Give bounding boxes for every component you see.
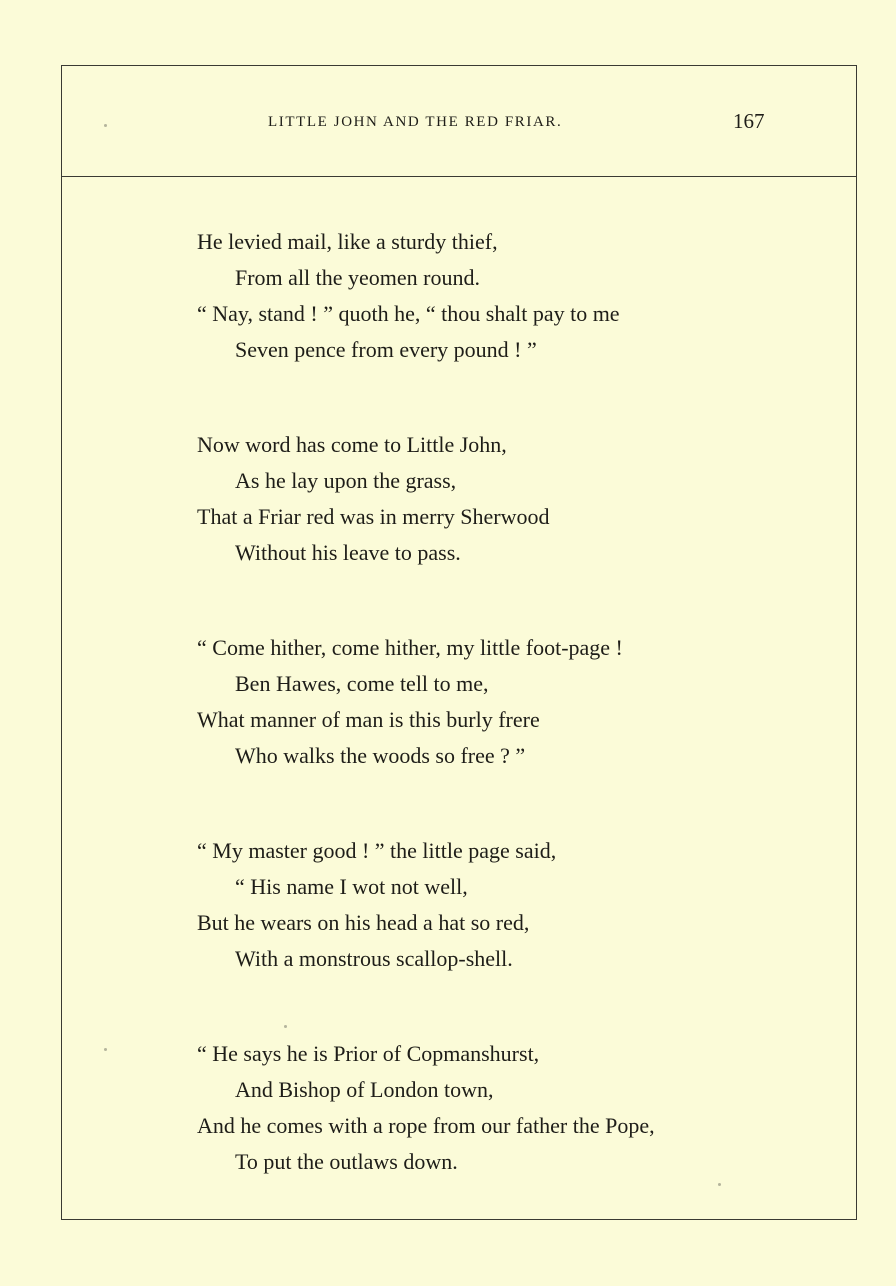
- verse-line: With a monstrous scallop-shell.: [235, 946, 513, 971]
- header-rule: [61, 176, 857, 177]
- verse-line: And Bishop of London town,: [235, 1077, 494, 1102]
- paper-speck: [718, 1183, 721, 1186]
- paper-speck: [104, 1048, 107, 1051]
- verse-line: Who walks the woods so free ? ”: [235, 743, 526, 768]
- verse-line: “ Nay, stand ! ” quoth he, “ thou shalt pay to me: [197, 301, 620, 326]
- verse-line: To put the outlaws down.: [235, 1149, 458, 1174]
- verse-line: As he lay upon the grass,: [235, 468, 457, 493]
- verse-line: “ Come hither, come hither, my little foot-page !: [197, 635, 623, 660]
- verse-line: Ben Hawes, come tell to me,: [235, 671, 489, 696]
- verse-line: And he comes with a rope from our father the Pope,: [197, 1113, 655, 1138]
- verse-line: Now word has come to Little John,: [197, 432, 507, 457]
- page-number: 167: [733, 109, 765, 133]
- stanza: [197, 1036, 817, 1180]
- paper-speck: [284, 1025, 287, 1028]
- verse-line: What manner of man is this burly frere: [197, 707, 540, 732]
- verse-line: But he wears on his head a hat so red,: [197, 910, 530, 935]
- stanza: [197, 833, 817, 977]
- paper-speck: [104, 124, 107, 127]
- verse-line: “ My master good ! ” the little page said,: [197, 838, 557, 863]
- stanza: [197, 427, 817, 571]
- verse-line: Without his leave to pass.: [235, 540, 461, 565]
- poem-body: [197, 224, 817, 1180]
- verse-line: “ He says he is Prior of Copmanshurst,: [197, 1041, 540, 1066]
- verse-line: Seven pence from every pound ! ”: [235, 337, 537, 362]
- stanza: [197, 630, 817, 774]
- verse-line: “ His name I wot not well,: [235, 874, 468, 899]
- verse-line: That a Friar red was in merry Sherwood: [197, 504, 550, 529]
- verse-line: He levied mail, like a sturdy thief,: [197, 229, 498, 254]
- stanza: [197, 224, 817, 368]
- running-title: LITTLE JOHN AND THE RED FRIAR.: [268, 114, 563, 130]
- verse-line: From all the yeomen round.: [235, 265, 481, 290]
